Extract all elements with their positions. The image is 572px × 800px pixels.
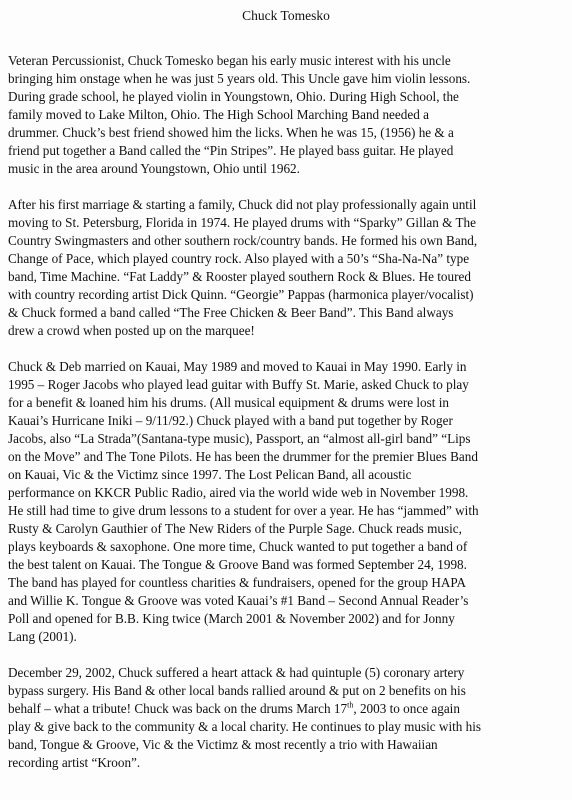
text-line: bringing him onstage when he was just 5 years old. This Uncle gave him violin lessons. (8, 71, 471, 86)
text-line: play & give back to the community & a local charity. He continues to play music with his (8, 719, 482, 734)
text-line: performance on KKCR Public Radio, aired via the world wide web in November 1998. (8, 485, 469, 500)
text-line: on Kauai, Vic & the Victimz since 1997. The Lost Pelican Band, all acoustic (8, 467, 412, 482)
text-line-segment: behalf – what a tribute! Chuck was back on the drums March 17 (8, 701, 348, 716)
text-line: band, Time Machine. “Fat Laddy” & Rooster played southern Rock & Blues. He toured (8, 269, 471, 284)
text-line: & Chuck formed a band called “The Free Chicken & Beer Band”. This Band always (8, 305, 454, 320)
text-line: 1995 – Roger Jacobs who played lead guitar with Buffy St. Marie, asked Chuck to play (8, 377, 469, 392)
text-line: Kauai’s Hurricane Iniki – 9/11/92.) Chuck played with a band put together by Roger (8, 413, 453, 428)
text-line: and Willie K. Tongue & Groove was voted Kauai’s #1 Band – Second Annual Reader’s (8, 593, 469, 608)
text-line-segment: , 2003 to once again (353, 701, 460, 716)
text-line: bypass surgery. His Band & other local bands rallied around & put on 2 benefits on his (8, 683, 466, 698)
text-line: moving to St. Petersburg, Florida in 1974. He played drums with “Sparky” Gillan & The (8, 215, 476, 230)
text-line: with country recording artist Dick Quinn. “Georgie” Pappas (harmonica player/vocalist) (8, 287, 474, 302)
text-line: on the Move” and The Tone Pilots. He has been the drummer for the premier Blues Band (8, 449, 478, 464)
text-line: drummer. Chuck’s best friend showed him the licks. When he was 15, (1956) he & a (8, 125, 454, 140)
text-line: Chuck & Deb married on Kauai, May 1989 and moved to Kauai in May 1990. Early in (8, 359, 467, 374)
text-line-with-superscript (8, 700, 564, 718)
text-line: plays keyboards & saxophone. One more time, Chuck wanted to put together a band of (8, 539, 468, 554)
paragraph-florida-years (8, 196, 564, 340)
text-line: drew a crowd when posted up on the marquee! (8, 323, 255, 338)
text-line: Rusty & Carolyn Gauthier of The New Riders of the Purple Sage. Chuck reads music, (8, 521, 462, 536)
text-line: friend put together a Band called the “Pin Stripes”. He played bass guitar. He played (8, 143, 454, 158)
text-line: Jacobs, also “La Strada”(Santana-type music), Passport, an “almost all-girl band” “Lips (8, 431, 471, 446)
text-line: Poll and opened for B.B. King twice (March 2001 & November 2002) and for Jonny (8, 611, 455, 626)
text-line: family moved to Lake Milton, Ohio. The High School Marching Band needed a (8, 107, 429, 122)
text-line: After his first marriage & starting a family, Chuck did not play professionally again until (8, 197, 477, 212)
document-body (8, 52, 564, 772)
text-line: music in the area around Youngstown, Ohio until 1962. (8, 161, 300, 176)
ordinal-superscript: th (347, 700, 354, 710)
text-line: The band has played for countless charities & fundraisers, opened for the group HAPA (8, 575, 467, 590)
text-line: December 29, 2002, Chuck suffered a heart attack & had quintuple (5) coronary artery (8, 665, 465, 680)
text-line: Change of Pace, which played country rock. Also played with a 50’s “Sha-Na-Na” type (8, 251, 470, 266)
paragraph-recent-years (8, 664, 564, 772)
text-line: for a benefit & loaned him his drums. (All musical equipment & drums were lost in (8, 395, 449, 410)
text-line: recording artist “Kroon”. (8, 755, 141, 770)
text-line: Veteran Percussionist, Chuck Tomesko began his early music interest with his uncle (8, 53, 451, 68)
paragraph-early-life (8, 52, 564, 178)
text-line: He still had time to give drum lessons to a student for over a year. He has “jammed” with (8, 503, 479, 518)
text-line: Country Swingmasters and other southern rock/country bands. He formed his own Band, (8, 233, 478, 248)
text-line: the best talent on Kauai. The Tongue & Groove Band was formed September 24, 1998. (8, 557, 467, 572)
document-title: Chuck Tomesko (242, 8, 330, 23)
text-line: band, Tongue & Groove, Vic & the Victimz & most recently a trio with Hawaiian (8, 737, 438, 752)
text-line: Lang (2001). (8, 629, 77, 644)
paragraph-kauai-years (8, 358, 564, 646)
text-line: During grade school, he played violin in Youngstown, Ohio. During High School, the (8, 89, 459, 104)
